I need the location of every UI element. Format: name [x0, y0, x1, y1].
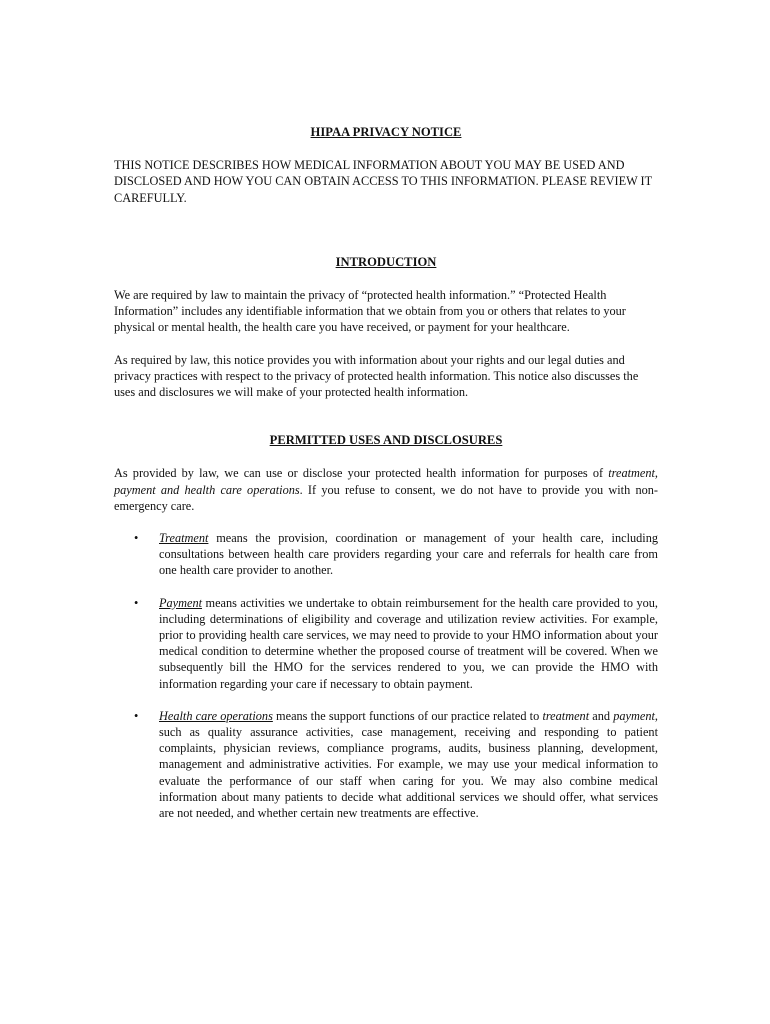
operations-text-b: and: [589, 708, 614, 723]
permitted-uses-intro: [114, 465, 658, 514]
treatment-text: means the provision, coordination or management of your health care, including consultations between health care providers regarding your care and referrals for health care from one health care provider to another.: [159, 531, 658, 578]
document-body: [114, 124, 658, 837]
operations-term: Health care operations: [159, 708, 273, 723]
permitted-intro-text-a: As provided by law, we can use or disclose your protected health information for purposes of: [114, 466, 609, 481]
list-item-payment: [114, 595, 658, 692]
permitted-intro-italic: treatment, payment and health care operations: [114, 466, 658, 497]
operations-italic-treatment: treatment: [542, 708, 590, 723]
bullet-glyph: •: [134, 595, 139, 610]
document-title: HIPAA PRIVACY NOTICE: [310, 125, 462, 139]
list-item-operations: [114, 708, 658, 821]
permitted-uses-list: [114, 530, 658, 821]
list-item-treatment: [114, 530, 658, 579]
introduction-paragraph-2: As required by law, this notice provides you with information about your rights and our legal duties and privacy practices with respect to the privacy of protected health information. This notice also discusses the uses and disclosures we will make of your protected health information.: [114, 352, 639, 400]
operations-text-a: means the support functions of our practice related to: [272, 708, 543, 723]
operations-text-c: , such as quality assurance activities, case management, receiving and responding to patient complaints, physician reviews, compliance programs, audits, business planning, development, management and administrative activities. For example, we may use your medical information to evaluate the performance of our staff when caring for you. We may also combine medical information about many patients to decide what additional services we should offer, what services are not needed, and whether certain new treatments are effective.: [159, 708, 658, 821]
introduction-heading: INTRODUCTION: [335, 254, 437, 269]
permitted-intro-text-b: . If you refuse to consent, we do not have to provide you with non-emergency care.: [114, 482, 658, 513]
notice-statement: THIS NOTICE DESCRIBES HOW MEDICAL INFORMATION ABOUT YOU MAY BE USED AND DISCLOSED AND HOW YOU CAN OBTAIN ACCESS TO THIS INFORMATION. PLEASE REVIEW IT CAREFULLY.: [114, 158, 652, 205]
operations-italic-payment: payment: [613, 708, 655, 723]
bullet-glyph: •: [134, 531, 139, 546]
permitted-uses-heading: PERMITTED USES AND DISCLOSURES: [269, 433, 503, 448]
treatment-term: Treatment: [159, 531, 209, 546]
payment-text: means activities we undertake to obtain reimbursement for the health care provided to you, including determinations of eligibility and coverage and utilization review activities. For example, prior to providing health care services, we may need to provide to your HMO information about your medical condition to determine whether the proposed course of treatment will be covered. When we subsequently bill the HMO for the services rendered to you, we can provide the HMO with information regarding your care if necessary to obtain payment.: [159, 595, 658, 691]
payment-term: Payment: [159, 595, 203, 610]
introduction-paragraph-1: We are required by law to maintain the privacy of “protected health information.” “Protected Health Information” includes any identifiable information that we obtain from you or others that relates to your physical or mental health, the health care you have received, or payment for your healthcare.: [114, 288, 626, 335]
bullet-glyph: •: [134, 708, 139, 723]
